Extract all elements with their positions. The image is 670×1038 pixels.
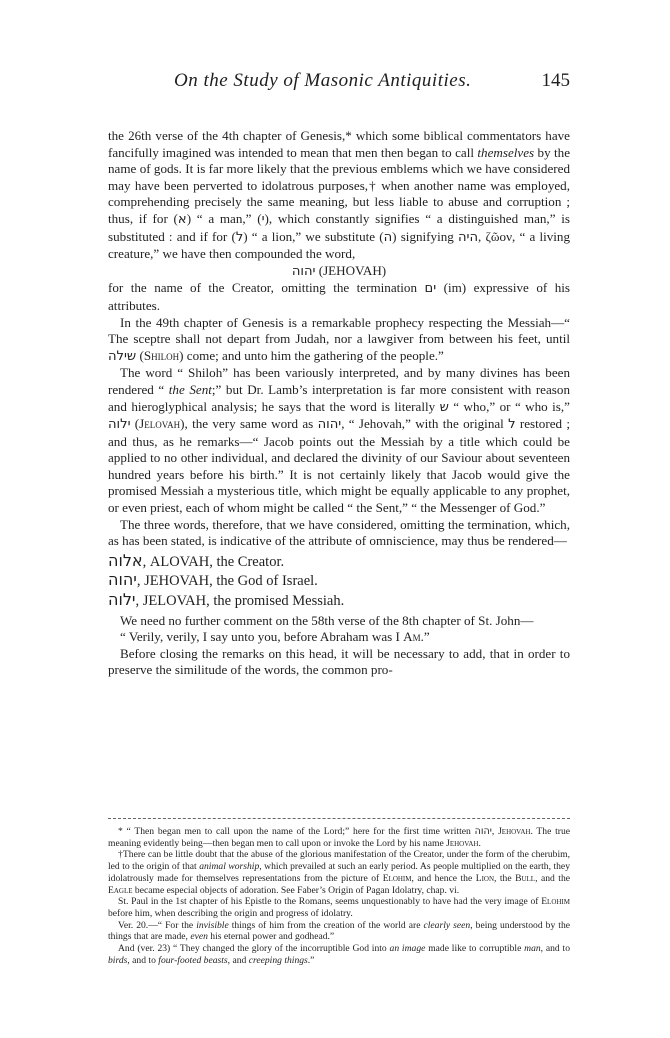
paragraph-1: the 26th verse of the 4th chapter of Genesis,* which some biblical commentators have fancifully imagined was intended to mean that men then began to call themselves by the name of gods. It is far more likely that the previous emblems which we have considered may have been perverted to idolatrous purposes,† when another name was employed, comprehending precisely the same meaning, but less liable to abuse and corruption ; thus, if for (א) “ a man,” (י), which constantly signifies “ a distinguished man,” is substituted : and if for (ל) “ a lion,” we substitute (ה) signifying היה, ζῶον, “ a living creature,” we have then compounded the word, <box>108 128 571 262</box>
footnote-2: †There can be little doubt that the abuse of the glorious manifestation of the Creator, under the form of the cherubim, led to the origin of that animal worship, which prevailed at such an early period. As people multiplied on the earth, they idolatrously made for themselves representations from the picture of Elohim, and hence the Lion, the Bull, and the Eagle became especial objects of adoration. See Faber’s Origin of Pagan Idolatry, chap. vi. <box>108 849 570 896</box>
paragraph-2: for the name of the Creator, omitting the termination ים (im) expressive of his attributes. <box>108 280 570 313</box>
footnote-rule <box>108 818 570 819</box>
paragraph-3: In the 49th chapter of Genesis is a remarkable prophecy respecting the Messiah—“ The sceptre shall not depart from Judah, nor a lawgiver from between his feet, until שילה (Shiloh) come; and unto him the gathering of the people.” <box>108 314 570 364</box>
footnote-3: St. Paul in the 1st chapter of his Epistle to the Romans, seems unquestionably to have had the very image of Elohim before him, when describing the origin and progress of idolatry. <box>108 896 570 919</box>
paragraph-7-quote: “ Verily, verily, I say unto you, before Abraham was I Am.” <box>120 629 430 645</box>
footnote-5: And (ver. 23) “ They changed the glory of the incorruptible God into an image made like to corruptible man, and to birds, and to four-footed beasts, and creeping things.” <box>108 943 570 966</box>
footnotes <box>108 826 570 966</box>
page-number: 145 <box>541 70 570 91</box>
name-line-alovah: אלוה, ALOVAH, the Creator. <box>108 550 285 570</box>
main-text <box>108 128 570 679</box>
name-line-jelovah: ילוה, JELOVAH, the promised Messiah. <box>108 590 345 610</box>
paragraph-6: We need no further comment on the 58th verse of the 8th chapter of St. John— <box>120 612 534 628</box>
jehovah-line: יהוה (JEHOVAH) <box>291 262 387 279</box>
page-header <box>110 70 570 96</box>
name-line-jehovah: יהוה, JEHOVAH, the God of Israel. <box>108 570 318 590</box>
footnote-4: Ver. 20.—“ For the invisible things of him from the creation of the world are clearly seen, being understood by the things that are made, even his eternal power and godhead.” <box>108 919 570 943</box>
paragraph-5: The three words, therefore, that we have considered, omitting the termination, which, as has been stated, is indicative of the attribute of omniscience, may thus be rendered— <box>108 516 570 549</box>
running-title: On the Study of Masonic Antiquities. <box>174 70 472 91</box>
paragraph-8: Before closing the remarks on this head, it will be necessary to add, that in order to preserve the similitude of the words, the common pro- <box>108 645 570 678</box>
footnote-1: * “ Then began men to call upon the name of the Lord;” here for the first time written יהוה, Jehovah. The true meaning evidently being—then began men to call upon or invoke the Lord by his name Jehovah. <box>108 826 571 849</box>
paragraph-4: The word “ Shiloh” has been variously interpreted, and by many divines has been rendered “ the Sent;” but Dr. Lamb’s interpretation is far more consistent with reason and hieroglyphical analysis; he says that the word is literally ש “ who,” or “ who is,” ילוה (Jelovah), the very same word as יהוה, “ Jehovah,” with the original ל restored ; and thus, as he remarks—“ Jacob points out the Messiah by a title which could be applied to no other individual, and declared the divinity of our Saviour about seventeen hundred years before his birth.” It is not certainly likely that Jacob would give the promised Messiah a mysterious title, which might be equally applicable to any prophet, or even priest, each of whom might be called “ the Sent,” “ the Messenger of God.” <box>108 365 571 516</box>
